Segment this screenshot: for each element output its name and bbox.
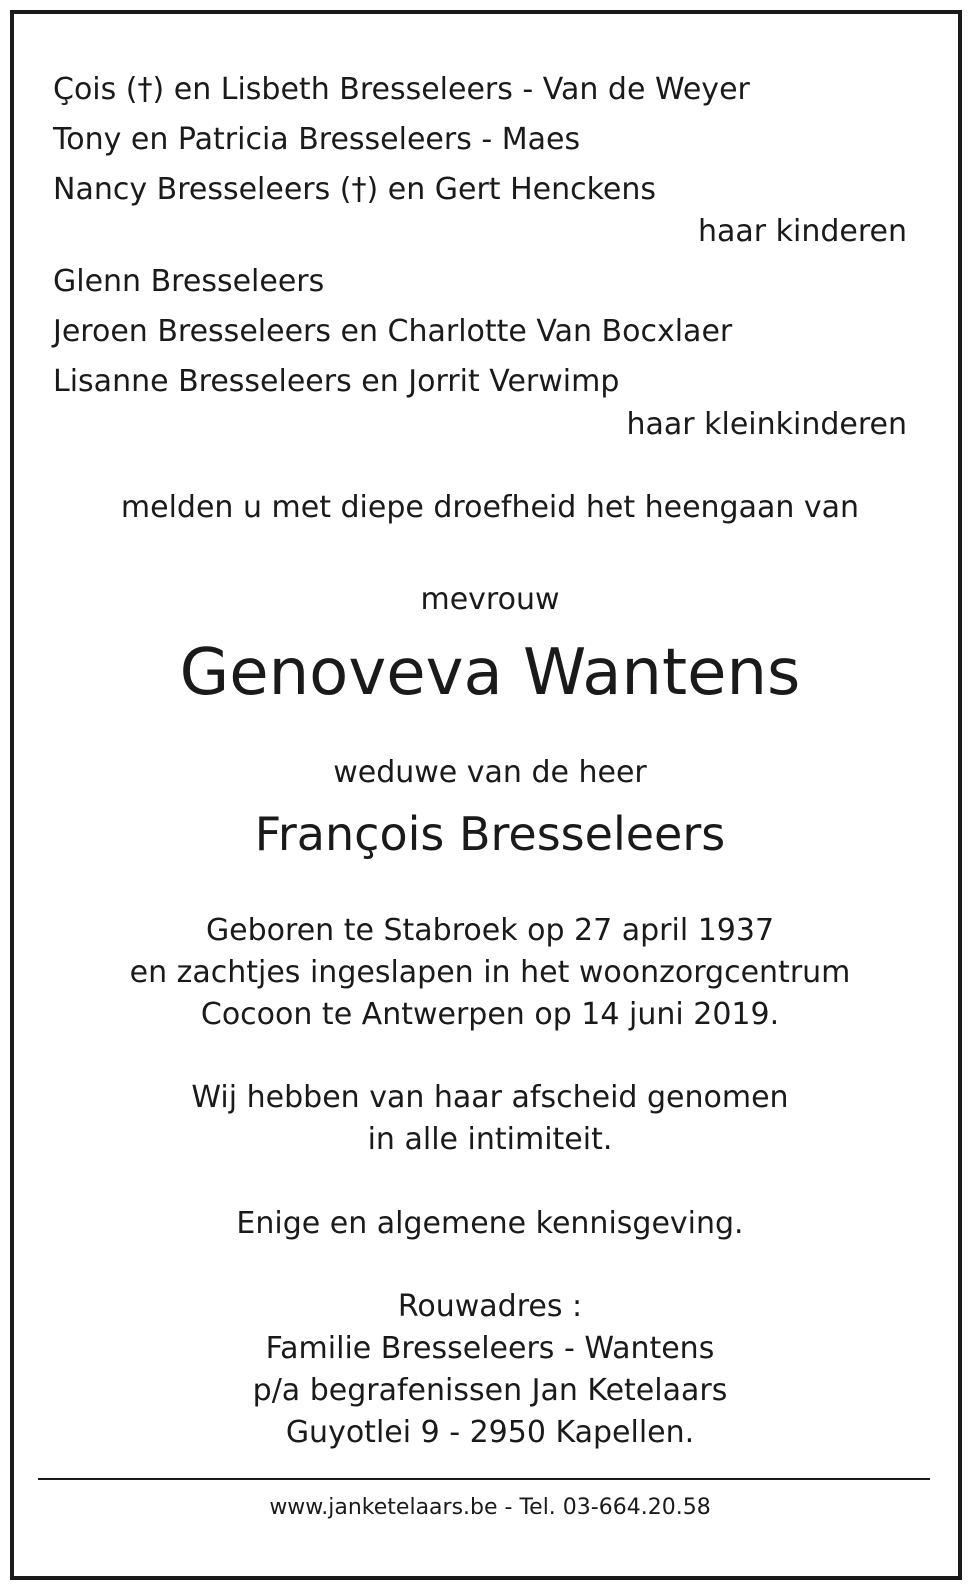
child-line-2: Tony en Patricia Bresseleers - Maes: [53, 122, 581, 157]
farewell-line-2: in alle intimiteit.: [367, 1122, 613, 1157]
details-line-3: Cocoon te Antwerpen op 14 juni 2019.: [200, 997, 780, 1032]
relation-text: weduwe van de heer: [333, 755, 647, 790]
children-label: haar kinderen: [697, 214, 907, 249]
address-line-3: Guyotlei 9 - 2950 Kapellen.: [285, 1415, 695, 1450]
farewell-line-1: Wij hebben van haar afscheid genomen: [191, 1080, 789, 1115]
announcement-text: melden u met diepe droefheid het heengaan van: [120, 490, 860, 525]
divider: [38, 1478, 930, 1480]
address-line-2: p/a begrafenissen Jan Ketelaars: [252, 1373, 728, 1408]
spouse-name: François Bresseleers: [254, 807, 726, 861]
address-line-1: Familie Bresseleers - Wantens: [265, 1331, 715, 1366]
grandchild-line-3: Lisanne Bresseleers en Jorrit Verwimp: [53, 364, 620, 399]
notice-text: Enige en algemene kennisgeving.: [236, 1206, 744, 1241]
details-line-1: Geboren te Stabroek op 27 april 1937: [205, 913, 775, 948]
address-heading: Rouwadres :: [397, 1289, 583, 1324]
grandchild-line-1: Glenn Bresseleers: [53, 264, 325, 299]
deceased-title: mevrouw: [420, 582, 560, 617]
footer-contact: www.janketelaars.be - Tel. 03-664.20.58: [269, 1495, 711, 1520]
child-line-3: Nancy Bresseleers (†) en Gert Henckens: [53, 172, 657, 207]
child-line-1: Çois (†) en Lisbeth Bresseleers - Van de Weyer: [53, 72, 750, 107]
grandchildren-label: haar kleinkinderen: [626, 407, 907, 442]
details-line-2: en zachtjes ingeslapen in het woonzorgcentrum: [129, 955, 851, 990]
deceased-name: Genoveva Wantens: [179, 636, 801, 710]
grandchild-line-2: Jeroen Bresseleers en Charlotte Van Bocxlaer: [53, 314, 733, 349]
